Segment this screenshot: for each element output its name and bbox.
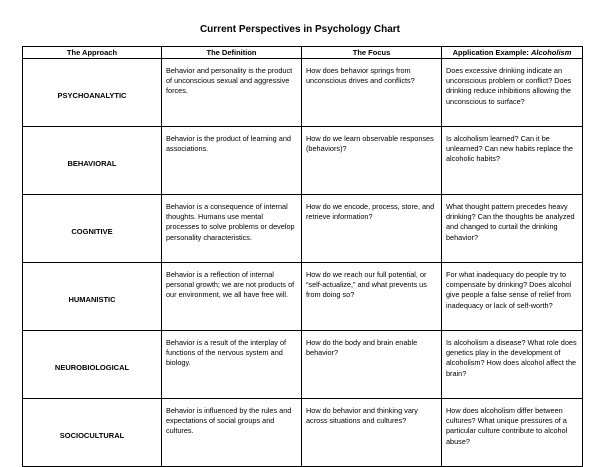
focus-cell: How does behavior springs from unconscious drives and conflicts? [302, 59, 442, 127]
header-focus: The Focus [302, 47, 442, 59]
focus-cell: How do the body and brain enable behavior? [302, 331, 442, 399]
focus-cell: How do we reach our full potential, or “self-actualize,” and what prevents us from doing so? [302, 263, 442, 331]
definition-cell: Behavior is a reflection of internal personal growth; we are not products of our environment, we all have free will. [162, 263, 302, 331]
definition-cell: Behavior is a result of the interplay of functions of the nervous system and biology. [162, 331, 302, 399]
header-application-prefix: Application Example: [452, 47, 531, 57]
definition-cell: Behavior is the product of learning and associations. [162, 127, 302, 195]
approach-cell: BEHAVIORAL [23, 127, 162, 195]
definition-cell: Behavior is a consequence of internal thoughts. Humans use mental processes to solve problems or develop personality characteristics. [162, 195, 302, 263]
header-application-example: Alcoholism [530, 47, 572, 57]
table-header-row [23, 47, 583, 59]
table-row [23, 59, 583, 127]
application-cell: Is alcoholism a disease? What role does genetics play in the development of alcoholism? How does alcohol affect the brain? [442, 331, 583, 399]
definition-cell: Behavior is influenced by the rules and expectations of social groups and cultures. [162, 399, 302, 467]
approach-cell: HUMANISTIC [23, 263, 162, 331]
table-row [23, 263, 583, 331]
table-row [23, 399, 583, 467]
approach-cell: NEUROBIOLOGICAL [23, 331, 162, 399]
application-cell: What thought pattern precedes heavy drinking? Can the thoughts be analyzed and changed to curtail the drinking behavior? [442, 195, 583, 263]
header-application [442, 47, 583, 59]
application-cell: For what inadequacy do people try to compensate by drinking? Does alcohol give people a false sense of relief from inadequacy or lack of self-worth? [442, 263, 583, 331]
approach-cell: COGNITIVE [23, 195, 162, 263]
focus-cell: How do behavior and thinking vary across situations and cultures? [302, 399, 442, 467]
table-row [23, 331, 583, 399]
table-row [23, 195, 583, 263]
chart-title: Current Perspectives in Psychology Chart [199, 24, 401, 35]
approach-cell: SOCIOCULTURAL [23, 399, 162, 467]
psychology-perspectives-table [22, 46, 583, 467]
focus-cell: How do we encode, process, store, and retrieve information? [302, 195, 442, 263]
table-row [23, 127, 583, 195]
application-cell: Is alcoholism learned? Can it be unlearned? Can new habits replace the alcoholic habits? [442, 127, 583, 195]
header-approach: The Approach [23, 47, 162, 59]
definition-cell: Behavior and personality is the product of unconscious sexual and aggressive forces. [162, 59, 302, 127]
application-cell: How does alcoholism differ between cultures? What unique pressures of a particular culture contribute to alcohol abuse? [442, 399, 583, 467]
focus-cell: How do we learn observable responses (behaviors)? [302, 127, 442, 195]
header-definition: The Definition [162, 47, 302, 59]
approach-cell: PSYCHOANALYTIC [23, 59, 162, 127]
application-cell: Does excessive drinking indicate an unconscious problem or conflict? Does drinking reduce inhibitions allowing the unconscious to surface? [442, 59, 583, 127]
